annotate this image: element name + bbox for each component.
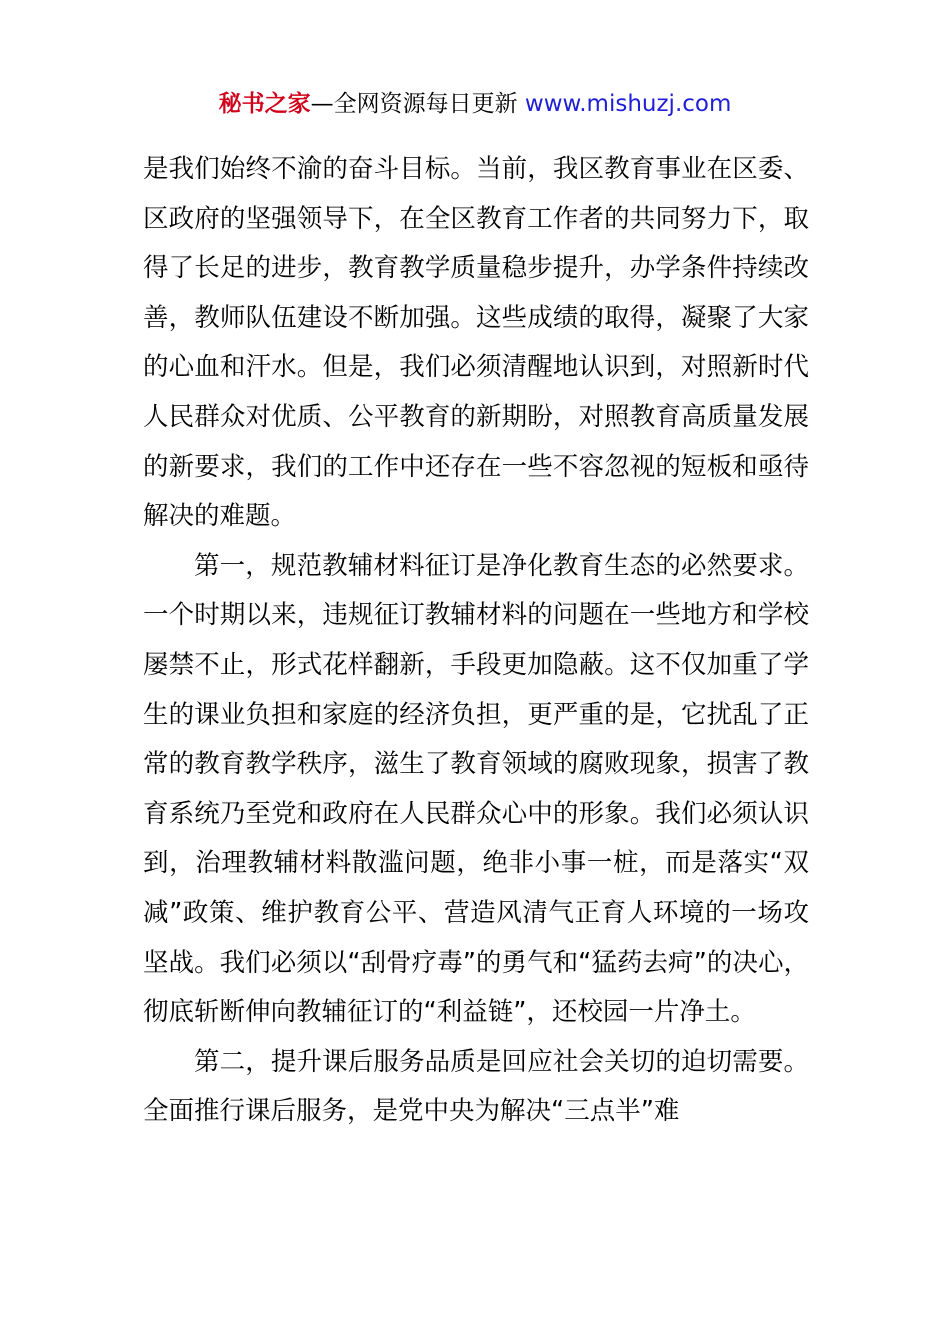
paragraph-first-point: 第一，规范教辅材料征订是净化教育生态的必然要求。一个时期以来，违规征订教辅材料的问题在一些地方和学校屡禁不止，形式花样翻新，手段更加隐蔽。这不仅加重了学生的课业负担和家庭的经济负担，更严重的是，它扰乱了正常的教育教学秩序，滋生了教育领域的腐败现象，损害了教育系统乃至党和政府在人民群众心中的形象。我们必须认识到，治理教辅材料散滥问题，绝非小事一桩，而是落实“双减”政策、维护教育公平、营造风清气正育人环境的一场攻坚战。我们必须以“刮骨疗毒”的勇气和“猛药去疴”的决心，彻底斩断伸向教辅征订的“利益链”，还校园一片净土。 xyxy=(143,550,809,1028)
site-brand: 秘书之家 xyxy=(218,91,311,117)
document-body xyxy=(143,145,809,1137)
paragraph-second-point: 第二，提升课后服务品质是回应社会关切的迫切需要。全面推行课后服务，是党中央为解决“三点半”难 xyxy=(143,1046,809,1127)
paragraph-continued: 是我们始终不渝的奋斗目标。当前，我区教育事业在区委、区政府的坚强领导下，在全区教育工作者的共同努力下，取得了长足的进步，教育教学质量稳步提升，办学条件持续改善，教师队伍建设不断加强。这些成绩的取得，凝聚了大家的心血和汗水。但是，我们必须清醒地认识到，对照新时代人民群众对优质、公平教育的新期盼，对照教育高质量发展的新要求，我们的工作中还存在一些不容忽视的短板和亟待解决的难题。 xyxy=(143,154,809,532)
site-tagline: —全网资源每日更新 xyxy=(310,91,525,117)
page-header xyxy=(0,86,950,122)
site-url-link[interactable]: www.mishuzj.com xyxy=(524,91,732,117)
